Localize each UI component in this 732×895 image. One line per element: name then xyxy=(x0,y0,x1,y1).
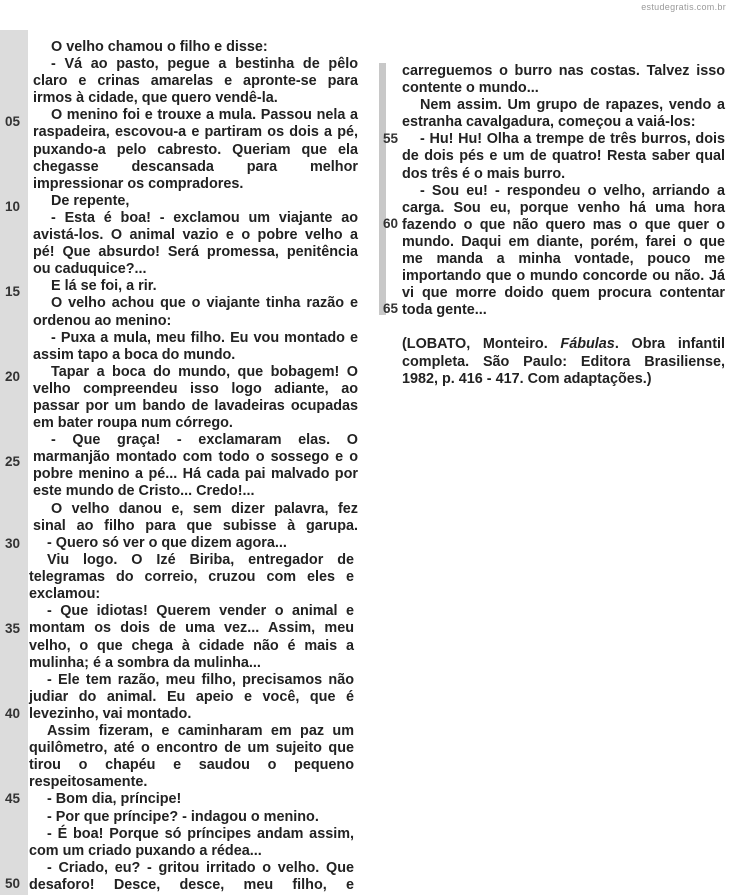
line-number: 30 xyxy=(5,536,21,551)
text-line: - Sou eu! - respondeu o velho, arriando a xyxy=(420,182,725,199)
text-line: impressionar os compradores. xyxy=(33,175,244,192)
line-number: 35 xyxy=(5,621,21,636)
text-line: O velho chamou o filho e disse: xyxy=(51,39,268,55)
text-line: respeitosamente. xyxy=(29,774,148,791)
text-line: de dois pés e um de quatro! Resta saber qual xyxy=(402,148,725,165)
citation-subtitle: . Obra infantil xyxy=(614,336,726,353)
text-line: De repente, xyxy=(51,192,130,209)
text-line: O velho danou e, sem dizer palavra, fez xyxy=(51,500,358,517)
text-line: pé! Que absurdo! Será promessa, penitência xyxy=(33,244,358,261)
text-line: Assim fizeram, e caminharam em paz um xyxy=(47,723,354,740)
text-line: - Hu! Hu! Olha a trempe de três burros, dois xyxy=(420,131,725,148)
citation-author: (LOBATO, Monteiro. xyxy=(402,336,561,353)
line-number: 20 xyxy=(5,369,21,384)
text-line: em bater roupa num córrego. xyxy=(33,415,233,432)
text-line: avistá-los. O animal vazio e o pobre velho a xyxy=(33,227,358,244)
text-line: claro e crinas amarelas e apronte-se para xyxy=(33,73,358,90)
right-column-gutter xyxy=(379,63,386,315)
line-number: 45 xyxy=(5,791,21,806)
text-line: irmos à cidade, que quero vendê-la. xyxy=(33,90,278,107)
text-line: mulinha; é a sombra da mulinha... xyxy=(29,654,261,671)
text-line: Nem assim. Um grupo de rapazes, vendo a xyxy=(420,97,725,114)
citation-line: completa. São Paulo: Editora Brasiliense, xyxy=(402,353,725,370)
line-number: 50 xyxy=(5,876,21,891)
text-line: chegasse descansada para melhor xyxy=(33,158,358,175)
text-line: - Bom dia, príncipe! xyxy=(47,791,182,808)
text-line: fazendo o que não quero mas o que quer o xyxy=(402,216,725,233)
text-line: importando que o mundo concorde ou não. Já xyxy=(402,268,725,285)
text-line: O velho achou que o viajante tinha razão e xyxy=(51,295,358,312)
text-line: - Quero só ver o que dizem agora... xyxy=(47,535,287,551)
text-line: tirou o chapéu e saudou o pequeno xyxy=(29,757,354,774)
text-line: - Por que príncipe? - indagou o menino. xyxy=(47,808,319,825)
citation-line: 1982, p. 416 - 417. Com adaptações.) xyxy=(402,370,652,387)
text-line: ordenou ao menino: xyxy=(33,312,172,329)
text-line: E lá se foi, a rir. xyxy=(51,278,157,295)
text-line: sinal ao filho para que subisse à garupa. xyxy=(33,517,358,534)
text-line: assim tapo a boca do mundo. xyxy=(33,346,236,363)
text-line: O menino foi e trouxe a mula. Passou nela a xyxy=(51,107,358,124)
watermark: estudegratis.com.br xyxy=(641,2,726,12)
line-number: 15 xyxy=(5,284,21,299)
line-number: 10 xyxy=(5,199,21,214)
line-number: 05 xyxy=(5,114,21,129)
text-line: dos três é o mais burro. xyxy=(402,165,566,182)
text-line: estranha cavalgadura, começou a vaiá-los: xyxy=(402,114,696,131)
text-line: Viu logo. O Izé Biriba, entregador de xyxy=(47,552,354,569)
text-column-left-bottom xyxy=(29,535,354,894)
text-line: este mundo de Cristo... Credo!... xyxy=(33,483,255,500)
text-line: me manda a minha vontade, pouco me xyxy=(402,251,725,268)
text-line: velho compreendeu isso logo adiante, ao xyxy=(33,380,358,397)
text-line: - Ele tem razão, meu filho, precisamos não xyxy=(47,671,354,688)
text-line: passar por um bando de lavadeiras ocupadas xyxy=(33,397,358,414)
text-line: marmanjão montado com todo o sossego e o xyxy=(33,449,358,466)
line-number: 55 xyxy=(383,131,399,146)
text-line: velho, o que chega à cidade não é mais a xyxy=(29,637,354,654)
text-column-left-top xyxy=(33,39,358,535)
text-line: puxando-a pelo cabresto. Queriam que ela xyxy=(33,141,358,158)
citation-title: Fábulas xyxy=(560,336,615,353)
text-line: carga. Sou eu, porque venho há uma hora xyxy=(402,199,725,216)
text-line: Tapar a boca do mundo, que bobagem! O xyxy=(51,363,358,380)
text-line: - Que graça! - exclamaram elas. O xyxy=(51,432,358,449)
text-line: levezinho, vai montado. xyxy=(29,705,192,722)
text-line: - Esta é boa! - exclamou um viajante ao xyxy=(51,209,358,226)
text-line: - Criado, eu? - gritou irritado o velho. Que xyxy=(47,859,354,876)
text-line: ou caduquice?... xyxy=(33,261,147,278)
text-line: montam os dois de uma vez... Assim, meu xyxy=(29,620,354,637)
text-line: contente o mundo... xyxy=(402,80,539,97)
line-number: 65 xyxy=(383,301,399,316)
text-line: raspadeira, escovou-a e partiram os dois a pé, xyxy=(33,124,358,141)
citation-line xyxy=(402,336,725,353)
text-line: quilômetro, até o encontro de um sujeito que xyxy=(29,740,354,757)
text-line: mundo. Daqui em diante, porém, farei o que xyxy=(402,233,725,250)
text-column-right xyxy=(402,63,725,388)
text-line: toda gente... xyxy=(402,302,487,319)
text-line: - Que idiotas! Querem vender o animal e xyxy=(47,603,354,620)
line-number: 25 xyxy=(5,454,21,469)
line-number: 60 xyxy=(383,216,399,231)
text-line: judiar do animal. Eu apeio e você, que é xyxy=(29,688,354,705)
citation xyxy=(402,336,725,387)
text-line: telegramas do correio, cruzou com eles e xyxy=(29,569,354,586)
text-line: - Puxa a mula, meu filho. Eu vou montado e xyxy=(51,329,358,346)
text-line: - Vá ao pasto, pegue a bestinha de pêlo xyxy=(51,56,358,73)
line-number: 40 xyxy=(5,706,21,721)
text-line: com um criado puxando a rédea... xyxy=(29,842,262,859)
text-line: pobre menino a pé... Há cada pai malvado por xyxy=(33,466,358,483)
text-line: vi que morre doido quem procura contentar xyxy=(402,285,725,302)
text-line: - É boa! Porque só príncipes andam assim, xyxy=(47,825,354,842)
text-line: exclamou: xyxy=(29,586,101,603)
text-line: carreguemos o burro nas costas. Talvez isso xyxy=(402,63,725,79)
text-line: desaforo! Desce, desce, meu filho, e xyxy=(29,876,354,893)
